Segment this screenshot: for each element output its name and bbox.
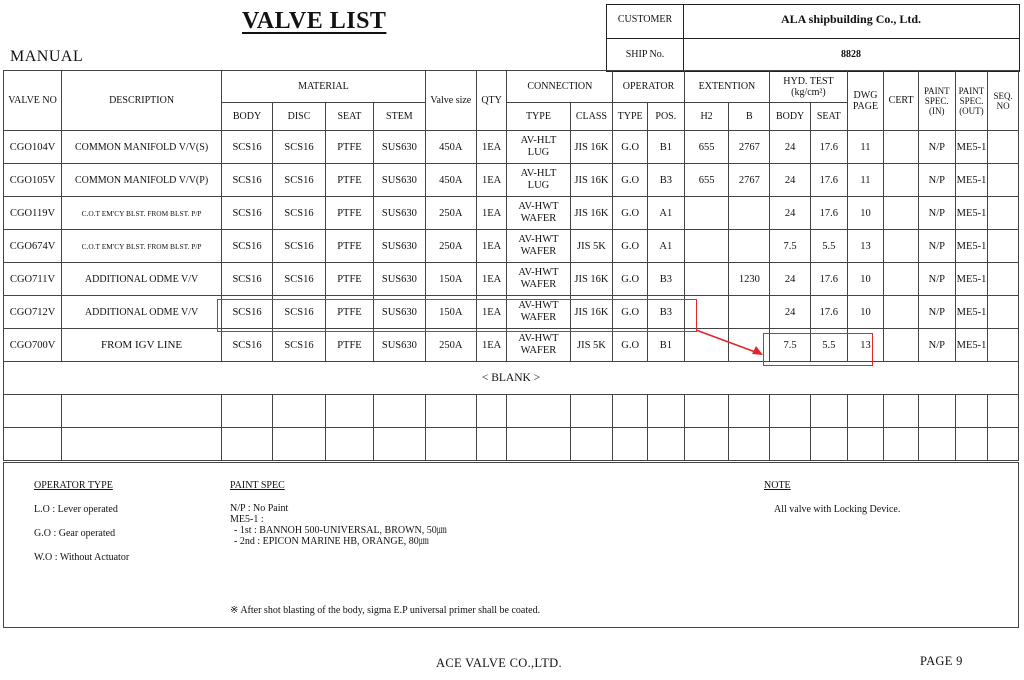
cell-op-type: G.O — [613, 230, 648, 263]
cell-dwg: 13 — [847, 230, 884, 263]
cell-disc: SCS16 — [273, 329, 326, 362]
cell-pos: B1 — [647, 131, 684, 164]
cell-op-type: G.O — [613, 329, 648, 362]
cell-stem: SUS630 — [373, 131, 425, 164]
header-op-type: TYPE — [613, 103, 648, 131]
cell-stem: SUS630 — [373, 296, 425, 329]
cell-b: 2767 — [729, 164, 770, 197]
paint-spec-line: - 1st : BANNOH 500-UNIVERSAL, BROWN, 50㎛ — [234, 525, 447, 536]
cell-h2: 655 — [684, 131, 729, 164]
header-hyd-body: BODY — [770, 103, 811, 131]
cell-seat: PTFE — [326, 329, 374, 362]
cell-qty: 1EA — [476, 164, 507, 197]
cell-b: 1230 — [729, 263, 770, 296]
cell-qty: 1EA — [476, 230, 507, 263]
document-title: VALVE LIST — [242, 8, 387, 34]
cell-disc: SCS16 — [273, 263, 326, 296]
cell-pos: B3 — [647, 263, 684, 296]
cell-body: SCS16 — [222, 164, 273, 197]
cell-pos: A1 — [647, 230, 684, 263]
cell-paint-out: ME5-1 — [955, 164, 988, 197]
header-h2: H2 — [684, 103, 729, 131]
cell-conn-type: AV-HWT WAFER — [507, 296, 570, 329]
header-paint-out: PAINT SPEC. (OUT) — [955, 71, 988, 131]
header-cert: CERT — [884, 71, 919, 131]
header-dwg-page: DWG PAGE — [847, 71, 884, 131]
cell-hyd-seat: 5.5 — [810, 230, 847, 263]
cell-pos: A1 — [647, 197, 684, 230]
cell-description: COMMON MANIFOLD V/V(S) — [62, 131, 222, 164]
cell-paint-out: ME5-1 — [955, 230, 988, 263]
cell-disc: SCS16 — [273, 296, 326, 329]
cell-valve-no: CGO104V — [4, 131, 62, 164]
header-seat: SEAT — [326, 103, 374, 131]
cell-dwg: 11 — [847, 164, 884, 197]
cell-hyd-body: 24 — [770, 296, 811, 329]
cell-seat: PTFE — [326, 131, 374, 164]
cell-conn-type: AV-HWT WAFER — [507, 197, 570, 230]
cell-size: 150A — [425, 296, 476, 329]
cell-hyd-body: 7.5 — [770, 230, 811, 263]
cell-conn-class: JIS 16K — [570, 164, 613, 197]
cell-dwg: 13 — [847, 329, 884, 362]
cell-hyd-seat: 5.5 — [810, 329, 847, 362]
cell-disc: SCS16 — [273, 164, 326, 197]
cell-body: SCS16 — [222, 263, 273, 296]
cell-seat: PTFE — [326, 197, 374, 230]
paint-spec-line: ME5-1 : — [230, 514, 264, 525]
document-subtitle: MANUAL — [10, 48, 84, 65]
cell-paint-out: ME5-1 — [955, 263, 988, 296]
paint-spec-section — [230, 479, 447, 547]
cell-hyd-seat: 17.6 — [810, 263, 847, 296]
cell-description: ADDITIONAL ODME V/V — [62, 263, 222, 296]
cell-seat: PTFE — [326, 230, 374, 263]
cell-hyd-body: 24 — [770, 197, 811, 230]
cell-qty: 1EA — [476, 263, 507, 296]
cell-conn-class: JIS 16K — [570, 296, 613, 329]
cell-body: SCS16 — [222, 131, 273, 164]
cell-description: COMMON MANIFOLD V/V(P) — [62, 164, 222, 197]
cell-pos: B3 — [647, 164, 684, 197]
operator-type-section — [34, 479, 129, 565]
cell-valve-no: CGO119V — [4, 197, 62, 230]
cell-seat: PTFE — [326, 296, 374, 329]
header-pos: POS. — [647, 103, 684, 131]
header-conn-class: CLASS — [570, 103, 613, 131]
note-heading: NOTE — [764, 480, 791, 491]
header-extention: EXTENTION — [684, 71, 770, 103]
cell-op-type: G.O — [613, 296, 648, 329]
cell-hyd-body: 7.5 — [770, 329, 811, 362]
paint-footnote: ※ After shot blasting of the body, sigma E.P universal primer shall be coated. — [230, 605, 541, 616]
cell-size: 250A — [425, 197, 476, 230]
cell-op-type: G.O — [613, 197, 648, 230]
cell-stem: SUS630 — [373, 263, 425, 296]
cell-disc: SCS16 — [273, 131, 326, 164]
cell-description: C.O.T EM'CY BLST. FROM BLST. P/P — [62, 230, 222, 263]
cell-op-type: G.O — [613, 164, 648, 197]
header-disc: DISC — [273, 103, 326, 131]
cell-description: FROM IGV LINE — [62, 329, 222, 362]
header-hyd-test: HYD. TEST (kg/cm²) — [770, 71, 847, 103]
customer-label: CUSTOMER — [617, 14, 673, 25]
operator-type-heading: OPERATOR TYPE — [34, 480, 113, 491]
cell-body: SCS16 — [222, 329, 273, 362]
header-stem: STEM — [373, 103, 425, 131]
cell-body: SCS16 — [222, 296, 273, 329]
cell-size: 450A — [425, 131, 476, 164]
cell-size: 450A — [425, 164, 476, 197]
cell-qty: 1EA — [476, 329, 507, 362]
cell-conn-type: AV-HLT LUG — [507, 164, 570, 197]
cell-conn-class: JIS 5K — [570, 329, 613, 362]
cell-paint-out: ME5-1 — [955, 329, 988, 362]
cell-paint-in: N/P — [918, 131, 955, 164]
cell-hyd-seat: 17.6 — [810, 197, 847, 230]
cell-paint-out: ME5-1 — [955, 296, 988, 329]
paint-spec-line: N/P : No Paint — [230, 503, 289, 514]
header-paint-in: PAINT SPEC. (IN) — [918, 71, 955, 131]
cell-conn-class: JIS 16K — [570, 263, 613, 296]
header-connection: CONNECTION — [507, 71, 613, 103]
paint-spec-heading: PAINT SPEC — [230, 480, 285, 491]
header-conn-type: TYPE — [507, 103, 570, 131]
cell-conn-type: AV-HWT WAFER — [507, 263, 570, 296]
footer-company: ACE VALVE CO.,LTD. — [436, 656, 562, 670]
cell-stem: SUS630 — [373, 197, 425, 230]
cell-pos: B3 — [647, 296, 684, 329]
operator-type-item: G.O : Gear operated — [34, 528, 116, 539]
cell-hyd-body: 24 — [770, 131, 811, 164]
cell-dwg: 10 — [847, 296, 884, 329]
cell-disc: SCS16 — [273, 197, 326, 230]
cell-valve-no: CGO711V — [4, 263, 62, 296]
header-seq-no: SEQ. NO — [988, 71, 1019, 131]
cell-hyd-body: 24 — [770, 263, 811, 296]
cell-b: 2767 — [729, 131, 770, 164]
header-qty: QTY — [476, 71, 507, 131]
cell-qty: 1EA — [476, 131, 507, 164]
cell-dwg: 10 — [847, 263, 884, 296]
cell-stem: SUS630 — [373, 329, 425, 362]
cell-seat: PTFE — [326, 164, 374, 197]
cell-conn-class: JIS 5K — [570, 230, 613, 263]
ship-no-value: 8828 — [841, 49, 861, 60]
header-b: B — [729, 103, 770, 131]
cell-conn-class: JIS 16K — [570, 197, 613, 230]
cell-valve-no: CGO105V — [4, 164, 62, 197]
cell-body: SCS16 — [222, 230, 273, 263]
operator-type-item: L.O : Lever operated — [34, 504, 118, 515]
header-material: MATERIAL — [222, 71, 426, 103]
cell-stem: SUS630 — [373, 230, 425, 263]
note-section — [764, 479, 900, 517]
ship-no-label: SHIP No. — [625, 49, 665, 60]
cell-pos: B1 — [647, 329, 684, 362]
cell-dwg: 11 — [847, 131, 884, 164]
cell-size: 250A — [425, 329, 476, 362]
cell-valve-no: CGO712V — [4, 296, 62, 329]
cell-op-type: G.O — [613, 131, 648, 164]
customer-value: ALA shipbuilding Co., Ltd. — [780, 12, 922, 26]
note-text: All valve with Locking Device. — [774, 504, 901, 515]
cell-paint-out: ME5-1 — [955, 131, 988, 164]
cell-paint-in: N/P — [918, 329, 955, 362]
cell-hyd-seat: 17.6 — [810, 296, 847, 329]
cell-hyd-seat: 17.6 — [810, 164, 847, 197]
cell-description: ADDITIONAL ODME V/V — [62, 296, 222, 329]
cell-description: C.O.T EM'CY BLST. FROM BLST. P/P — [62, 197, 222, 230]
cell-hyd-seat: 17.6 — [810, 131, 847, 164]
cell-size: 250A — [425, 230, 476, 263]
cell-paint-in: N/P — [918, 296, 955, 329]
cell-qty: 1EA — [476, 197, 507, 230]
notes-panel — [3, 462, 1019, 628]
blank-label: < BLANK > — [4, 362, 1019, 395]
header-operator: OPERATOR — [613, 71, 684, 103]
footer-page-number: PAGE 9 — [920, 654, 963, 668]
cell-seat: PTFE — [326, 263, 374, 296]
cell-conn-type: AV-HWT WAFER — [507, 230, 570, 263]
header-valve-no: VALVE NO — [4, 71, 62, 131]
cell-hyd-body: 24 — [770, 164, 811, 197]
cell-dwg: 10 — [847, 197, 884, 230]
cell-size: 150A — [425, 263, 476, 296]
cell-paint-in: N/P — [918, 263, 955, 296]
cell-valve-no: CGO700V — [4, 329, 62, 362]
cell-paint-out: ME5-1 — [955, 197, 988, 230]
cell-op-type: G.O — [613, 263, 648, 296]
cell-stem: SUS630 — [373, 164, 425, 197]
cell-conn-type: AV-HLT LUG — [507, 131, 570, 164]
cell-body: SCS16 — [222, 197, 273, 230]
header-hyd-seat: SEAT — [810, 103, 847, 131]
header-valve-size: Valve size — [425, 71, 476, 131]
cell-valve-no: CGO674V — [4, 230, 62, 263]
cell-conn-type: AV-HWT WAFER — [507, 329, 570, 362]
cell-paint-in: N/P — [918, 197, 955, 230]
cell-paint-in: N/P — [918, 164, 955, 197]
header-description: DESCRIPTION — [62, 71, 222, 131]
cell-h2: 655 — [684, 164, 729, 197]
cell-conn-class: JIS 16K — [570, 131, 613, 164]
cell-qty: 1EA — [476, 296, 507, 329]
paint-spec-line: - 2nd : EPICON MARINE HB, ORANGE, 80㎛ — [234, 536, 429, 547]
header-body: BODY — [222, 103, 273, 131]
operator-type-item: W.O : Without Actuator — [34, 552, 130, 563]
cell-disc: SCS16 — [273, 230, 326, 263]
cell-paint-in: N/P — [918, 230, 955, 263]
